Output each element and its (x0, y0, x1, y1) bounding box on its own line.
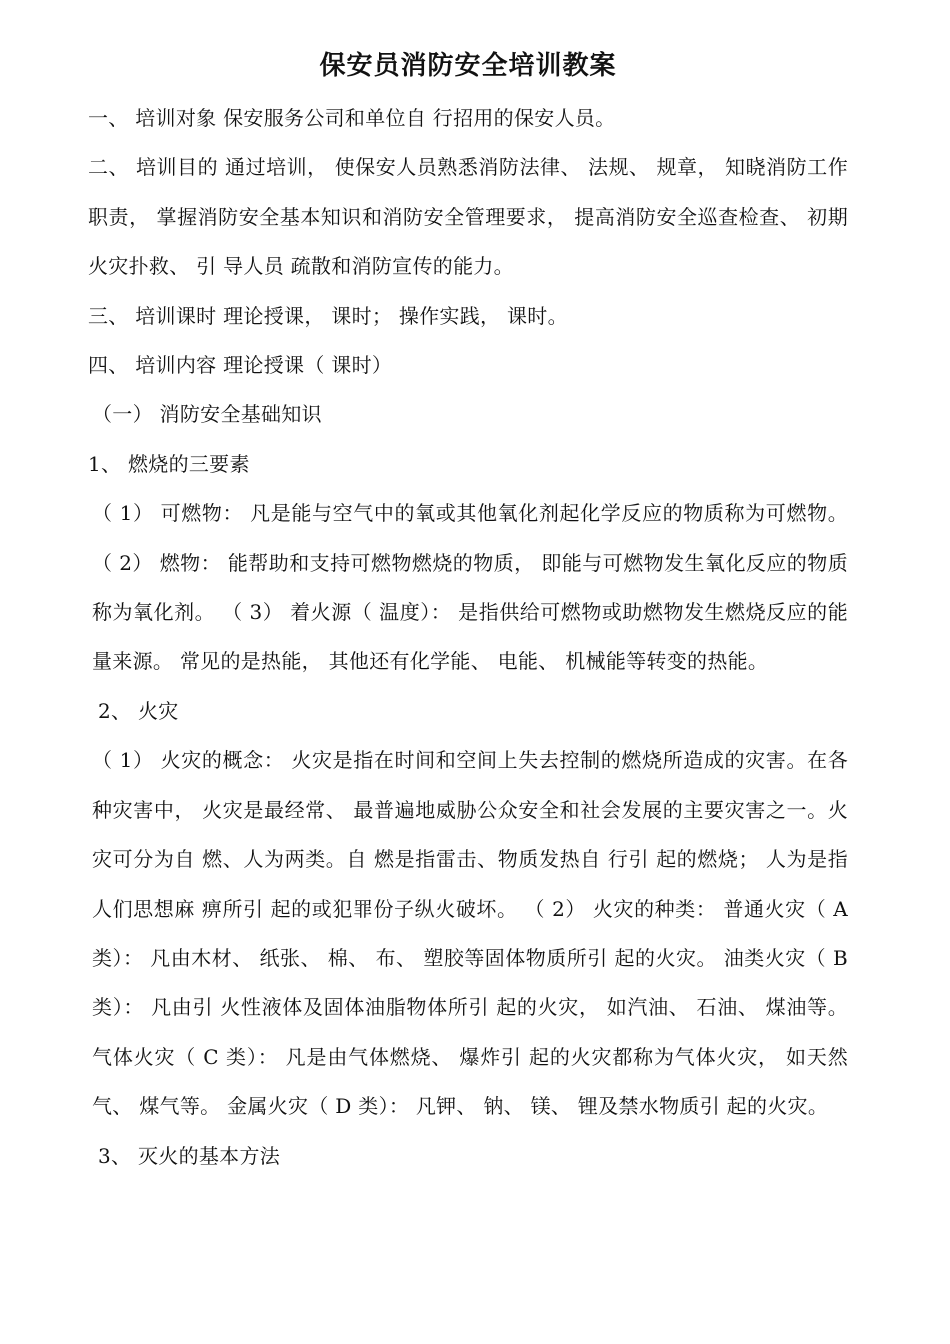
document-title: 保安员消防安全培训教案 (319, 51, 617, 81)
item-combustion-elements-heading: 1、 燃烧的三要素 (88, 451, 250, 476)
section-training-hours: 三、 培训课时 理论授课， 课时； 操作实践， 课时。 (88, 303, 568, 328)
section-training-target: 一、 培训对象 保安服务公司和单位自 行招用的保安人员。 (88, 106, 616, 130)
item-extinguishing-methods-heading: 3、 灭火的基本方法 (98, 1143, 281, 1168)
item-fire-body: （ 1） 火灾的概念： 火灾是指在时间和空间上失去控制的燃烧所造成的灾害。在各种灾害中， 火灾是最经常、 最普遍地威胁公众安全和社会发展的主要灾害之一。火灾可分为自 燃、人为两类。自 燃是指雷击、物质发热自 行引 起的燃烧； 人为是指人们思想麻 痹所引 起的或犯罪份子纵火破坏。 （ 2） 火灾的种类： 普通火灾（ A 类）： 凡由木材、 纸张、 棉、 布、 塑胶等固体物质所引 起的火灾。 油类火灾（ B 类）： 凡由引 火性液体及固体油脂物体所引 起的火灾， 如汽油、 石油、 煤油等。 气体火灾（ C 类）： 凡是由气体燃烧、 爆炸引 起的火灾都称为气体火灾， 如天然气、 煤气等。 金属火灾（ D 类）： 凡钾、 钠、 镁、 锂及禁水物质引 起的火灾。 (92, 748, 848, 1119)
section-training-content: 四、 培训内容 理论授课（ 课时） (88, 353, 393, 378)
item-fire-heading: 2、 火灾 (98, 698, 179, 723)
document-page (88, 40, 848, 1181)
section-training-goal: 二、 培训目的 通过培训， 使保安人员熟悉消防法律、 法规、 规章， 知晓消防工作职责， 掌握消防安全基本知识和消防安全管理要求， 提高消防安全巡查检查、 初期火灾扑救、 引 导人员 疏散和消防宣传的能力。 (88, 155, 848, 279)
subsection-fire-safety-basics: （一） 消防安全基础知识 (92, 402, 322, 427)
item-combustion-elements-body: （ 1） 可燃物： 凡是能与空气中的氧或其他氧化剂起化学反应的物质称为可燃物。 （ 2） 燃物： 能帮助和支持可燃物燃烧的物质， 即能与可燃物发生氧化反应的物质称为氧化剂。 （ 3） 着火源（ 温度）： 是指供给可燃物或助燃物发生燃烧反应的能量来源。 常见的是热能， 其他还有化学能、 电能、 机械能等转变的热能。 (92, 501, 848, 674)
